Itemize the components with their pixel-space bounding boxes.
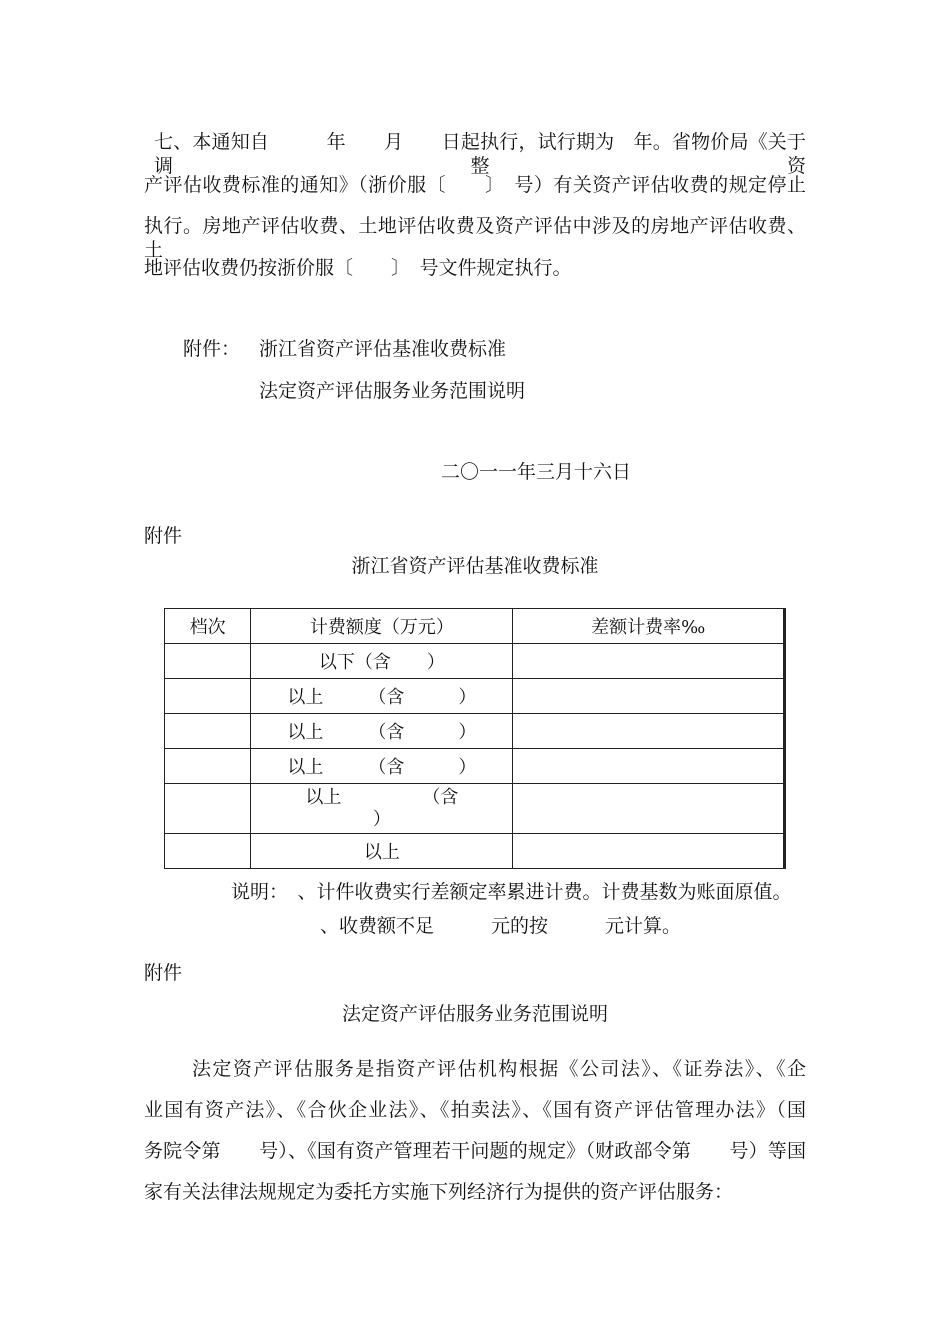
amount-cell: 以下（含 ） bbox=[251, 644, 513, 679]
rate-cell bbox=[513, 644, 785, 679]
table-row bbox=[165, 644, 785, 679]
amount-cell: 以上 （含 ） bbox=[251, 749, 513, 784]
grade-cell bbox=[165, 714, 251, 749]
amount-cell: 以上 （含 ） bbox=[251, 714, 513, 749]
table-row bbox=[165, 834, 785, 869]
grade-cell bbox=[165, 834, 251, 869]
table-row bbox=[165, 784, 785, 834]
grade-cell bbox=[165, 749, 251, 784]
annex-2-para-line-2: 业国有资产法》、《合伙企业法》、《拍卖法》、《国有资产评估管理办法》（国 bbox=[144, 1099, 806, 1121]
annex-2-label: 附件 bbox=[144, 962, 183, 984]
annex-2-para-line-3: 务院令第 号）、《国有资产管理若干问题的规定》（财政部令第 号）等国 bbox=[144, 1140, 806, 1162]
annex-1-title: 浙江省资产评估基准收费标准 bbox=[351, 555, 599, 577]
annex-2-para-line-1: 法定资产评估服务是指资产评估机构根据《公司法》、《证券法》、《企 bbox=[192, 1058, 806, 1080]
attachment-item-2: 法定资产评估服务业务范围说明 bbox=[259, 380, 526, 402]
attachment-item-1: 浙江省资产评估基准收费标准 bbox=[259, 338, 507, 360]
table-row bbox=[165, 714, 785, 749]
header-rate: 差额计费率‰ bbox=[513, 609, 785, 644]
header-grade: 档次 bbox=[165, 609, 251, 644]
table-row bbox=[165, 749, 785, 784]
amount-cell: 以上 （含 ） bbox=[251, 784, 513, 834]
rate-cell bbox=[513, 749, 785, 784]
amount-cell: 以上 （含 ） bbox=[251, 679, 513, 714]
rate-cell bbox=[513, 834, 785, 869]
para-7-line-2: 产评估收费标准的通知》（浙价服〔 〕 号）有关资产评估收费的规定停止 bbox=[144, 174, 806, 196]
annex-2-para-line-4: 家有关法律法规规定为委托方实施下列经济行为提供的资产评估服务： bbox=[144, 1181, 734, 1203]
rate-cell bbox=[513, 714, 785, 749]
issue-date: 二〇一一年三月十六日 bbox=[441, 461, 632, 483]
amount-cell: 以上 bbox=[251, 834, 513, 869]
para-7-line-3: 执行。房地产评估收费、土地评估收费及资产评估中涉及的房地产评估收费、土 bbox=[144, 215, 806, 261]
para-7-line-1: 七、本通知自 年 月 日起执行，试行期为 年。省物价局《关于调整资 bbox=[154, 131, 806, 177]
grade-cell bbox=[165, 784, 251, 834]
annex-1-label: 附件 bbox=[144, 525, 183, 547]
table-row bbox=[165, 679, 785, 714]
header-amount: 计费额度（万元） bbox=[251, 609, 513, 644]
table-header-row bbox=[165, 609, 785, 644]
rate-cell bbox=[513, 784, 785, 834]
para-7-line-4: 地评估收费仍按浙价服〔 〕 号文件规定执行。 bbox=[144, 257, 572, 279]
attachments-label: 附件： bbox=[183, 338, 241, 360]
grade-cell bbox=[165, 644, 251, 679]
fee-table bbox=[164, 608, 786, 869]
table-note-1: 说明： 、计件收费实行差额定率累进计费。计费基数为账面原值。 bbox=[231, 881, 792, 903]
table-note-2: 、收费额不足 元的按 元计算。 bbox=[320, 915, 682, 937]
annex-2-title: 法定资产评估服务业务范围说明 bbox=[341, 1003, 608, 1025]
rate-cell bbox=[513, 679, 785, 714]
grade-cell bbox=[165, 679, 251, 714]
